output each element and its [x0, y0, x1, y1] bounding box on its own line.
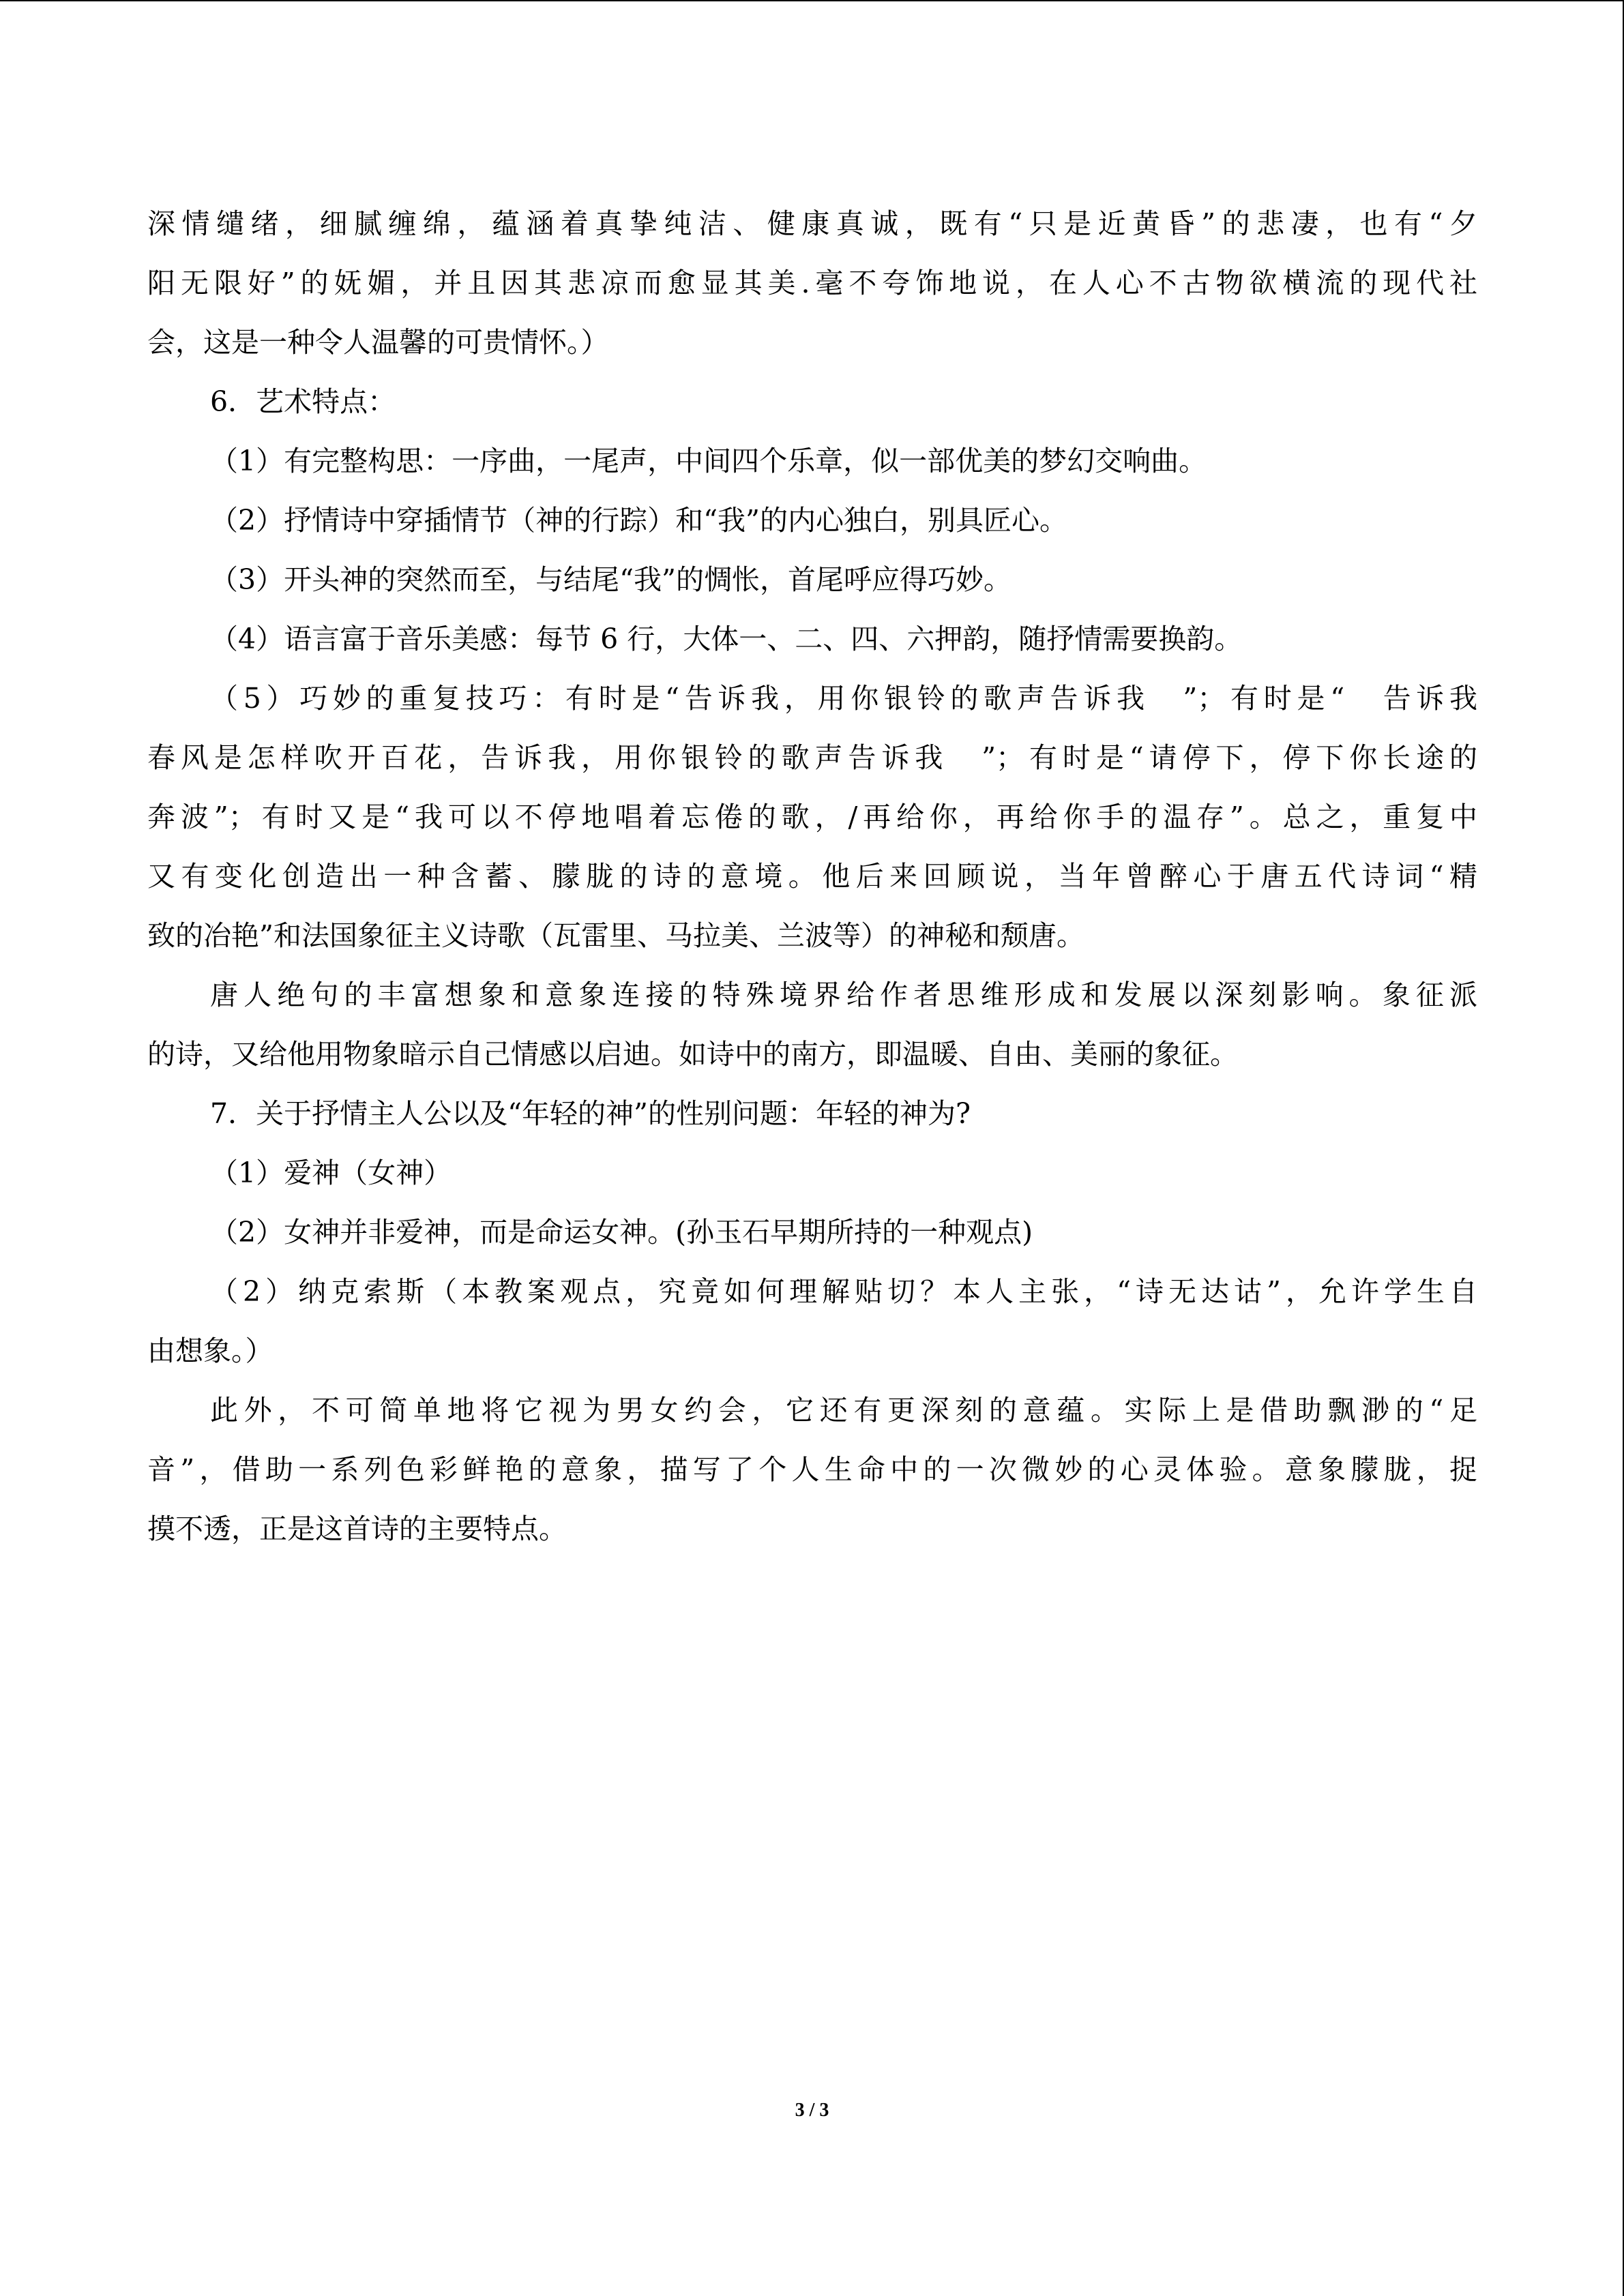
list-item: （1）爱神（女神）	[210, 1157, 452, 1189]
text-line: 会，这是一种令人温馨的可贵情怀。）	[147, 326, 609, 359]
list-item: （2）纳克索斯（本教案观点，究竟如何理解贴切？本人主张，“诗无达诂”，允许学生自	[210, 1275, 1477, 1308]
text-line: 音”，借助一系列色彩鲜艳的意象，描写了个人生命中的一次微妙的心灵体验。意象朦胧，捉	[147, 1453, 1477, 1486]
text-line: 阳无限好”的妩媚，并且因其悲凉而愈显其美.毫不夸饰地说，在人心不古物欲横流的现代社	[147, 267, 1477, 299]
text-line: 奔波”；有时又是“我可以不停地唱着忘倦的歌，/再给你，再给你手的温存”。总之，重复中	[147, 801, 1477, 833]
paragraph-line: 此外，不可简单地将它视为男女约会，它还有更深刻的意蕴。实际上是借助飘渺的“足	[210, 1394, 1477, 1427]
section-heading: 7．关于抒情主人公以及“年轻的神”的性别问题：年轻的神为?	[210, 1097, 971, 1130]
page-number: 3 / 3	[795, 2100, 829, 2121]
list-item: （3）开头神的突然而至，与结尾“我”的惆怅，首尾呼应得巧妙。	[210, 563, 1012, 596]
text-line: 的诗，又给他用物象暗示自己情感以启迪。如诗中的南方，即温暖、自由、美丽的象征。	[147, 1038, 1238, 1071]
list-item: （2）抒情诗中穿插情节（神的行踪）和“我”的内心独白，别具匠心。	[210, 504, 1068, 537]
text-line: 致的冶艳”和法国象征主义诗歌（瓦雷里、马拉美、兰波等）的神秘和颓唐。	[147, 919, 1084, 952]
list-item: （1）有完整构思：一序曲，一尾声，中间四个乐章，似一部优美的梦幻交响曲。	[210, 445, 1207, 477]
list-item: （4）语言富于音乐美感：每节 6 行，大体一、二、四、六押韵，随抒情需要换韵。	[210, 623, 1243, 655]
text-line: 深情缱绪，细腻缠绵，蕴涵着真挚纯洁、健康真诚，既有“只是近黄昏”的悲凄，也有“夕	[147, 207, 1477, 240]
list-item: （5）巧妙的重复技巧：有时是“告诉我，用你银铃的歌声告诉我 ”；有时是“ 告诉我	[210, 682, 1477, 715]
text-line: 摸不透，正是这首诗的主要特点。	[147, 1512, 567, 1545]
section-heading: 6．艺术特点：	[210, 385, 396, 418]
text-line: 春风是怎样吹开百花，告诉我，用你银铃的歌声告诉我 ”；有时是“请停下，停下你长途的	[147, 741, 1477, 774]
list-item: （2）女神并非爱神，而是命运女神。(孙玉石早期所持的一种观点)	[210, 1216, 1033, 1249]
text-line: 由想象。）	[147, 1335, 274, 1367]
text-line: 又有变化创造出一种含蓄、朦胧的诗的意境。他后来回顾说，当年曾醉心于唐五代诗词“精	[147, 860, 1477, 893]
paragraph-line: 唐人绝句的丰富想象和意象连接的特殊境界给作者思维形成和发展以深刻影响。象征派	[210, 979, 1477, 1011]
